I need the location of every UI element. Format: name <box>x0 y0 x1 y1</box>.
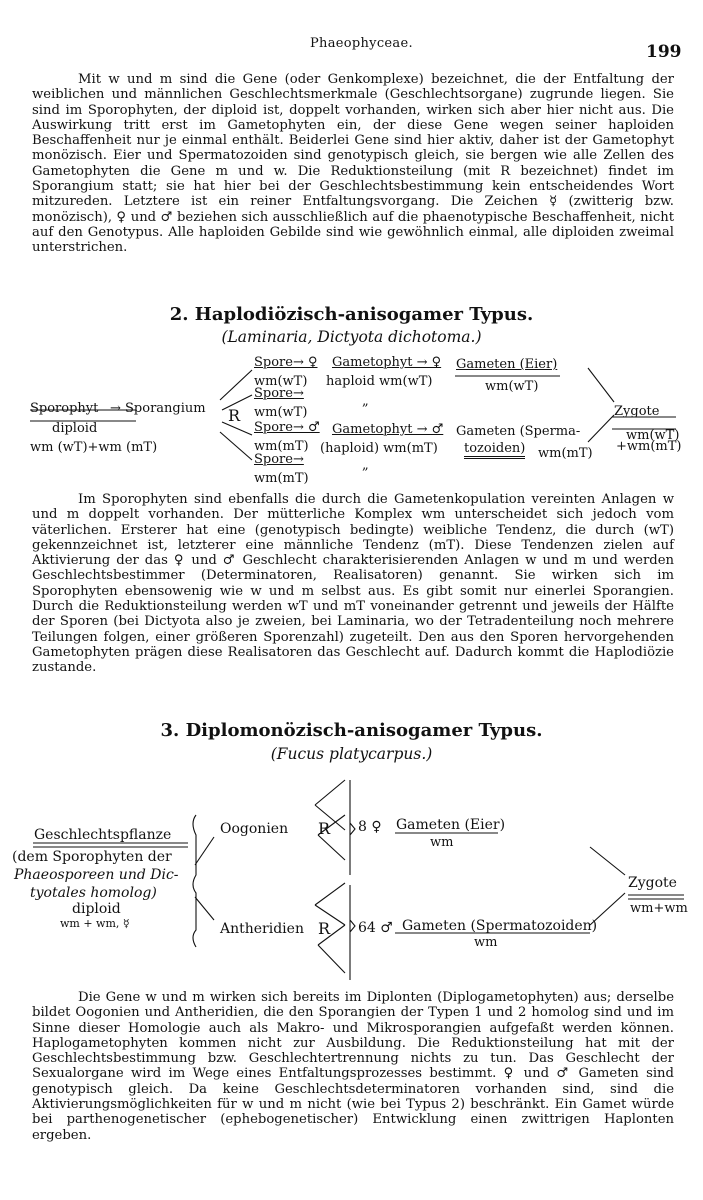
running-title: Phaeophyceae. <box>310 36 413 51</box>
zygote-genes-1: wm(wT) <box>626 428 680 443</box>
spore-male-genes: wm(mT) <box>254 439 309 454</box>
spore-second-genes: wm(wT) <box>254 405 308 420</box>
sixtyfour-male: 64 ♂ <box>358 920 393 936</box>
section-2-subheading: (Laminaria, Dictyota dichotoma.) <box>221 328 482 346</box>
reduction-r-lower: R <box>318 919 331 938</box>
zygote-label: Zygote <box>614 404 660 419</box>
diploid-label-3: diploid <box>72 901 121 917</box>
diploid-label: diploid <box>52 421 98 436</box>
geschlechtspflanze-label: Geschlechtspflanze <box>34 827 172 843</box>
page-number: 199 <box>646 42 682 62</box>
reduction-r: R <box>228 406 241 425</box>
paragraph-intro-text: Mit w und m sind die Gene (oder Genkomplexe) bezeichnet, die der Entfaltung der weiblichen und männlichen Geschlechtsmerkmale (Geschlechtsorgane) zugrunde liegen. Sie sind im Sporophyten, der diploid ist, doppelt vorhanden, wirken sich aber hier nicht aus. Die Auswirkung tritt erst im Gametophyten ein, der diese Gene wegen seiner haploiden Beschaffenheit nur je einmal enthält. Beiderlei Gene sind hier aktiv, daher ist der Gametophyt monözisch. Eier und Spermatozoiden sind genotypisch gleich, sie bergen wie alle Zellen des Gametophyten die Gene m und w. Die Reduktionsteilung (mit R bezeichnet) findet im Sporangium statt; sie hat hier bei der Geschlechtsbestimmung kein entscheidendes Wort mitzureden. Letztere ist ein reiner Entfaltungsvorgang. Die Zeichen ☿ (zwitterig bzw. monözisch), ♀ und ♂ beziehen sich ausschließlich auf die phaenotypische Beschaffenheit, nicht auf den Genotypus. Alle haploiden Gebilde sind wie gewöhnlich einmal, alle diploiden zweimal unterstrichen. <box>32 72 674 256</box>
reduction-r-upper: R <box>318 819 331 838</box>
homolog-line-3: tyotales homolog) <box>30 885 157 901</box>
gameten-sperma-line1: Gameten (Sperma- <box>456 424 581 439</box>
paragraph-type2-text: Im Sporophyten sind ebenfalls die durch die Gametenkopulation vereinten Anlagen w und m doppelt vorhanden. Der mütterliche Komplex wm unterscheidet sich jedoch vom väterlichen. Ersterer hat eine (genotypisch bedingte) weibliche Tendenz, die durch (wT) gekennzeichnet ist, letzterer eine männliche Tendenz (mT). Diese Tendenzen zielen auf Aktivierung der das ♀ und ♂ Geschlecht charakterisierenden Anlagen w und m und werden Geschlechtsbestimmer (Determinatoren, Realisatoren) genannt. Sie wirken sich im Sporophyten ebensowenig wie w und m selbst aus. Es gibt somit nur einerlei Sporangien. Durch die Reduktionsteilung werden wT und mT voneinander getrennt und jeweils der Hälfte der Sporen (bei Dictyota also je zweien, bei Laminaria, wo der Tetradenteilung noch mehrere Teilungen folgen, einer größeren Sporenzahl) zugeteilt. Den aus den Sporen hervorgehenden Gametophyten prägen diese Realisatoren das Geschlecht auf. Dadurch kommt die Haplodiözie zustande. <box>32 492 674 676</box>
spore-second: Spore→ <box>254 386 304 401</box>
zygote-genes-2: +wm(mT) <box>616 439 682 454</box>
gameten-eier-3-genes: wm <box>430 835 454 850</box>
gameten-sperma-3-genes: wm <box>474 935 498 950</box>
diagram-2-lines <box>0 350 703 490</box>
gametophyt-male-genes: (haploid) wm(mT) <box>320 441 438 456</box>
zygote-label-3: Zygote <box>628 875 677 891</box>
spore-female: Spore→ ♀ <box>254 355 318 370</box>
spore-fourth: Spore→ <box>254 452 304 467</box>
gameten-sperma-3: Gameten (Spermatozoiden) <box>402 918 598 934</box>
homolog-line-1: (dem Sporophyten der <box>12 849 172 865</box>
paragraph-intro <box>32 72 674 256</box>
oogonien-label: Oogonien <box>220 821 289 837</box>
spore-fourth-genes: wm(mT) <box>254 471 309 486</box>
homolog-line-2: Phaeosporeen und Dic- <box>14 867 179 883</box>
ditto-mark-2: „ <box>362 458 369 473</box>
gametophyt-female-genes: haploid wm(wT) <box>326 374 433 389</box>
sporangium-label: → Sporangium <box>110 401 206 416</box>
ditto-mark-1: „ <box>362 394 369 409</box>
paragraph-type3 <box>32 990 674 1143</box>
section-3-heading: 3. Diplomonözisch-anisogamer Typus. <box>160 720 543 741</box>
section-2-heading: 2. Haplodiözisch-anisogamer Typus. <box>169 304 534 325</box>
diagram-haplodioezisch <box>0 350 703 490</box>
spore-male: Spore→ ♂ <box>254 420 320 435</box>
diagram-diplomonoezisch <box>0 775 703 985</box>
gameten-eier: Gameten (Eier) <box>456 357 558 372</box>
gameten-sperma-line2: tozoiden) <box>464 441 525 459</box>
paragraph-type2 <box>32 492 674 676</box>
gametophyt-female: Gametophyt → ♀ <box>332 355 442 370</box>
sporophyt-label: Sporophyt <box>30 401 99 416</box>
gameten-eier-genes: wm(wT) <box>485 379 539 394</box>
genes-label-3: wm + wm, ☿ <box>60 917 130 930</box>
sporophyt-genes: wm (wT)+wm (mT) <box>30 440 158 455</box>
zygote-genes-3: wm+wm <box>630 901 688 916</box>
gameten-eier-3: Gameten (Eier) <box>396 817 506 833</box>
spore-female-genes: wm(wT) <box>254 374 308 389</box>
antheridien-label: Antheridien <box>220 921 304 937</box>
paragraph-type3-text: Die Gene w und m wirken sich bereits im Diplonten (Diplogametophyten) aus; derselbe bildet Oogonien und Antheridien, die den Sporangien der Typen 1 und 2 homolog sind und im Sinne dieser Homologie auch als Makro- und Mikrosporangien aufgefaßt werden können. Haplogametophyten kommen nicht zur Ausbildung. Die Reduktionsteilung hat mit der Geschlechtsbestimmung bzw. Geschlechtertrennung nichts zu tun. Das Geschlecht der Sexualorgane wird im Wege eines Entfaltungsprozesses bestimmt. ♀ und ♂ Gameten sind genotypisch gleich. Da keine Geschlechtsdeterminatoren vorhanden sind, sind die Aktivierungsmöglichkeiten für w und m nicht (wie bei Typus 2) beschränkt. Ein Gamet würde bei parthenogenetischer (ephebogenetischer) Entwicklung einen zwittrigen Haplonten ergeben. <box>32 990 674 1143</box>
eight-female: 8 ♀ <box>358 819 382 835</box>
section-3-subheading: (Fucus platycarpus.) <box>270 745 433 763</box>
gameten-sperma-genes: wm(mT) <box>538 446 593 461</box>
gametophyt-male: Gametophyt → ♂ <box>332 422 444 437</box>
